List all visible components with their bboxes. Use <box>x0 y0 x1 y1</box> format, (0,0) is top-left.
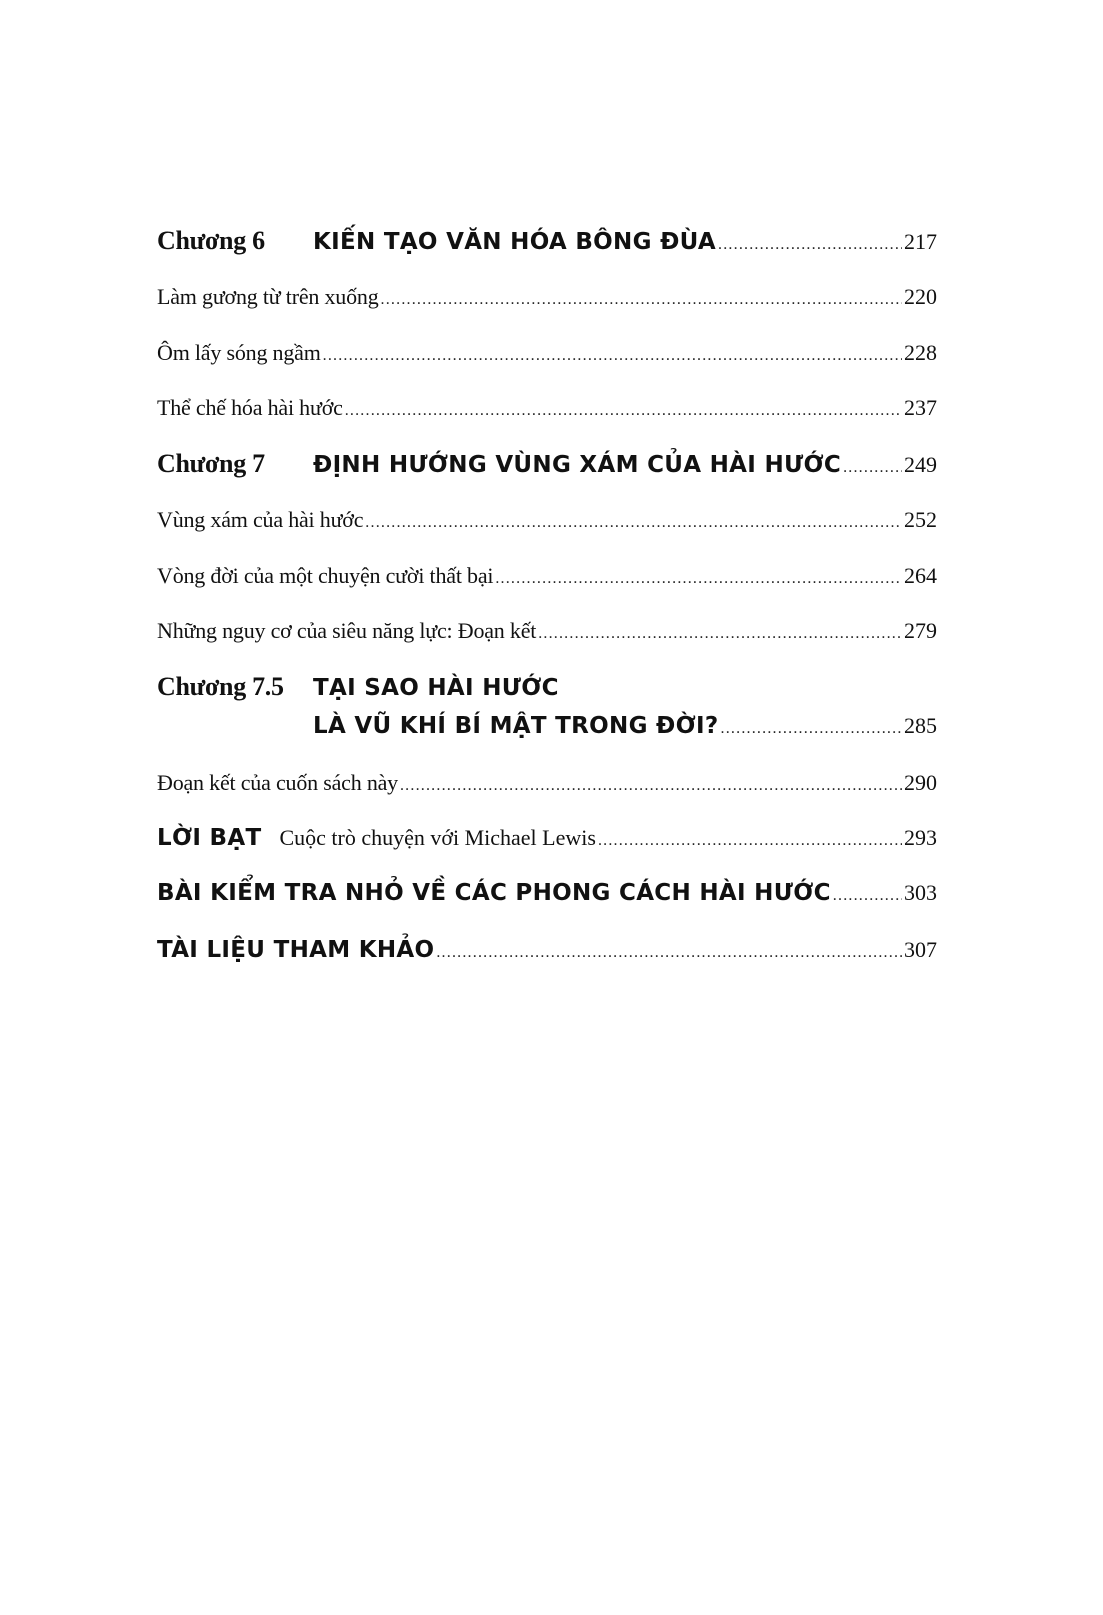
chapter-label: Chương 7.5 <box>157 672 284 701</box>
toc-chapter-7-5[interactable] <box>157 672 937 702</box>
dot-leader <box>598 832 902 850</box>
afterword-label: LỜI BẠT <box>157 825 262 851</box>
page-number: 237 <box>904 395 937 420</box>
toc-section[interactable] <box>157 340 937 366</box>
section-title: Vùng xám của hài hước <box>157 507 364 532</box>
dot-leader <box>436 944 902 962</box>
chapter-title: ĐỊNH HƯỚNG VÙNG XÁM CỦA HÀI HƯỚC <box>313 452 842 478</box>
chapter-label: Chương 7 <box>157 449 265 478</box>
toc-chapter-7-5-line-2[interactable] <box>157 713 937 739</box>
quiz-title: BÀI KIỂM TRA NHỎ VỀ CÁC PHONG CÁCH HÀI HƯỚC <box>157 880 831 906</box>
chapter-title: KIẾN TẠO VĂN HÓA BÔNG ĐÙA <box>313 229 717 255</box>
toc-section[interactable] <box>157 563 937 589</box>
toc-quiz[interactable] <box>157 880 937 906</box>
toc-chapter-7[interactable] <box>157 449 937 479</box>
section-title: Thể chế hóa hài hước <box>157 395 343 420</box>
chapter-label: Chương 6 <box>157 226 265 255</box>
page-number: 252 <box>904 507 937 532</box>
dot-leader <box>721 720 902 738</box>
dot-leader <box>495 570 902 588</box>
page-number: 228 <box>904 340 937 365</box>
page-number: 220 <box>904 284 937 309</box>
section-title: Đoạn kết của cuốn sách này <box>157 770 398 795</box>
toc-chapter-6[interactable] <box>157 226 937 256</box>
section-title: Làm gương từ trên xuống <box>157 284 379 309</box>
page-number: 285 <box>904 713 937 738</box>
toc-section[interactable] <box>157 284 937 310</box>
toc-section[interactable] <box>157 618 937 644</box>
references-title: TÀI LIỆU THAM KHẢO <box>157 937 435 963</box>
dot-leader <box>345 402 902 420</box>
dot-leader <box>833 887 902 905</box>
dot-leader <box>718 236 902 254</box>
dot-leader <box>365 514 902 532</box>
page-number: 293 <box>904 825 937 850</box>
toc-section[interactable] <box>157 507 937 533</box>
section-title: Ôm lấy sóng ngầm <box>157 340 321 365</box>
dot-leader <box>381 291 902 309</box>
chapter-title-line-1: TẠI SAO HÀI HƯỚC <box>313 675 559 701</box>
afterword-subtitle: Cuộc trò chuyện với Michael Lewis <box>279 825 596 850</box>
toc-references[interactable] <box>157 937 937 963</box>
toc-afterword[interactable] <box>157 825 937 851</box>
toc-section[interactable] <box>157 395 937 421</box>
toc-section[interactable] <box>157 770 937 796</box>
page-number: 249 <box>904 452 937 477</box>
section-title: Những nguy cơ của siêu năng lực: Đoạn kết <box>157 618 537 643</box>
page-number: 303 <box>904 880 937 905</box>
dot-leader <box>843 459 902 477</box>
page-number: 290 <box>904 770 937 795</box>
page-number: 217 <box>904 229 937 254</box>
page-number: 264 <box>904 563 937 588</box>
page-number: 307 <box>904 937 937 962</box>
dot-leader <box>400 777 902 795</box>
section-title: Vòng đời của một chuyện cười thất bại <box>157 563 494 588</box>
page-number: 279 <box>904 618 937 643</box>
chapter-title-line-2: LÀ VŨ KHÍ BÍ MẬT TRONG ĐỜI? <box>313 713 719 739</box>
dot-leader <box>538 625 902 643</box>
dot-leader <box>323 347 902 365</box>
